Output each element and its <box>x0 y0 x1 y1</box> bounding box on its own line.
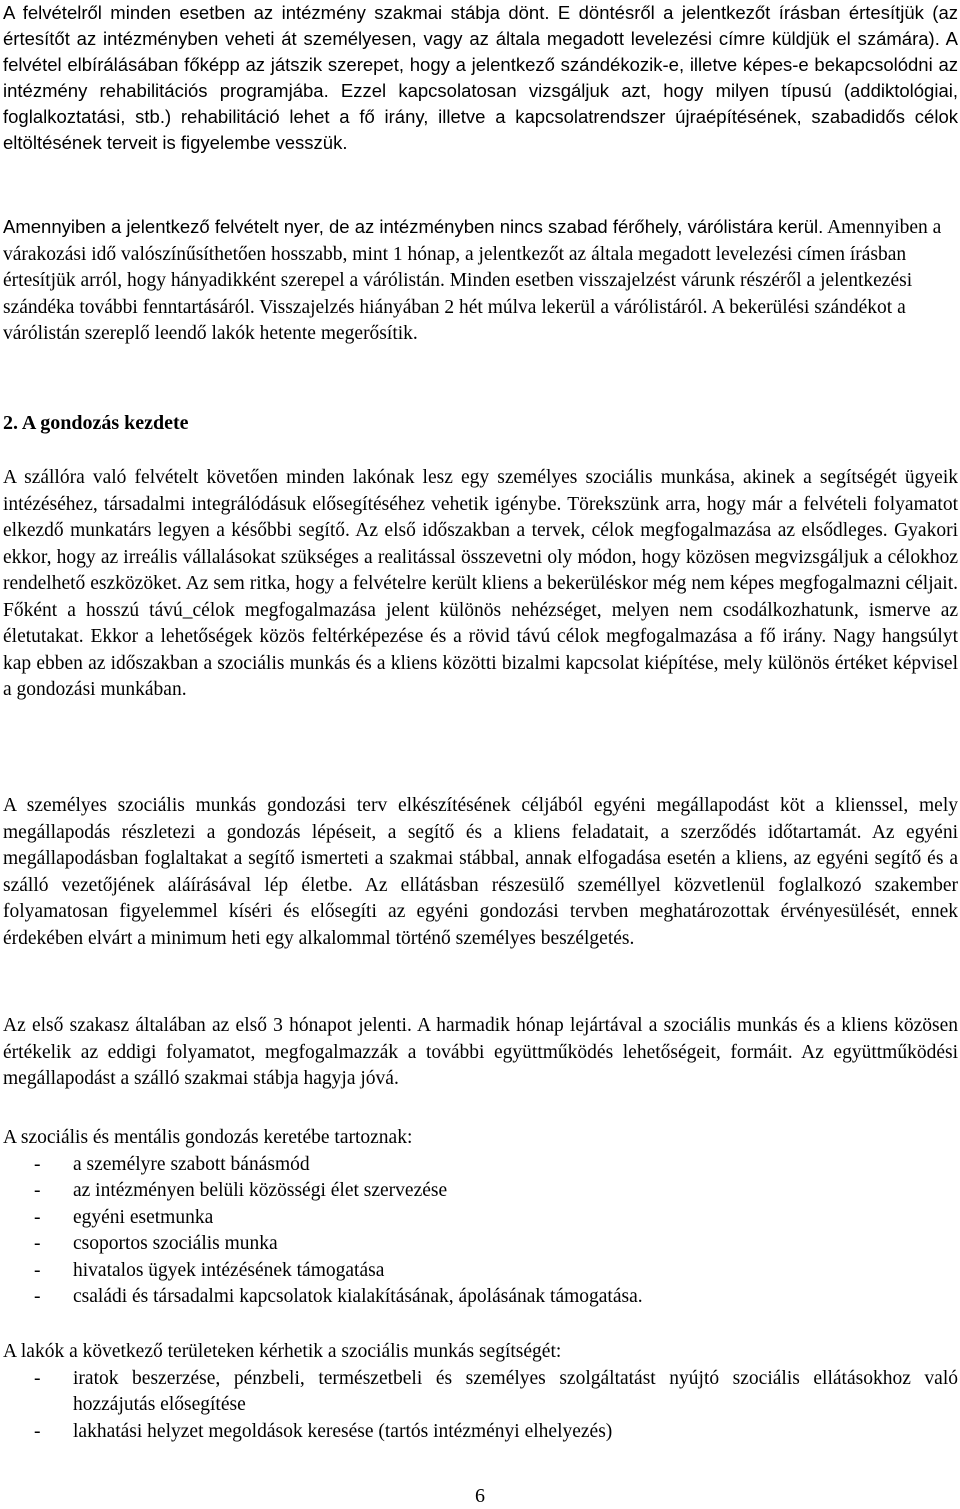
bullet-list <box>3 1152 958 1311</box>
list-intro: A szociális és mentális gondozás keretébe tartoznak: <box>3 1127 413 1148</box>
list-item: - csoportos szociális munka <box>3 1231 958 1258</box>
list-item: - egyéni esetmunka <box>3 1205 958 1232</box>
list-help-areas <box>3 1339 958 1445</box>
paragraph-text: A szállóra való felvételt követően minden lakónak lesz egy személyes szociális munkása, akinek a segítségét ügyeik intézéséhez, társadalmi integrálódásuk elősegítéséhez vehetik igénybe. Törekszünk arra, hogy már a felvételi folyamatot elkezdő munkatárs legyen a későbbi segítő. Az első időszakban a tervek, célok megfogalmazása az elsődleges. Gyakori ekkor, hogy az irreális vállalásokat szükséges a realitással összevetni oly módon, hogy közösen megvizsgáljuk a célokhoz rendelhető eszközöket. Az sem ritka, hogy a felvételre került kliens a bekerüléskor még nem képes megfogalmazni céljait. Főként a hosszú távú_célok megfogalmazása jelent különös nehézséget, melyen nem csodálkozhatunk, ismerve az életutakat. Ekkor a lehetőségek közös feltérképezése és a rövid távú célok megfogalmazása a fő irány. Nagy hangsúlyt kap ebben az időszakban a szociális munkás és a kliens közötti bizalmi kapcsolat kiépítése, mely különös értéket képvisel a gondozási munkában. <box>3 467 958 700</box>
dash-bullet: - <box>34 1233 41 1254</box>
list-item: - a személyre szabott bánásmód <box>3 1152 958 1179</box>
paragraph-text-serif: Amennyiben a várakozási idő valószínűsíthetően hosszabb, mint 1 hónap, a jelentkezőt az általa megadott levelezési címen írásban értesítjük arról, hogy hányadikként szerepel a várólistán. Minden esetben visszajelzést várunk részéről a jelentkezési szándéka további fenntartásáról. Visszajelzés hiányában 2 hét múlva lekerül a várólistáról. A bekerülési szándékot a várólistán szereplő leendő lakók hetente megerősítik. <box>3 217 942 344</box>
paragraph-first-phase <box>3 1013 958 1093</box>
list-social-care <box>3 1125 958 1311</box>
dash-bullet: - <box>34 1286 41 1307</box>
paragraph-text: A felvételről minden esetben az intézmény szakmai stábja dönt. E döntésről a jelentkezőt írásban értesítjük (az értesítőt az intézményben veheti át személyesen, vagy az általa megadott levelezési címre küldjük el számára). A felvétel elbírálásában főképp az játszik szerepet, hogy a jelentkező szándékozik-e, illetve képes-e bekapcsolódni az intézmény rehabilitációs programjába. Ezzel kapcsolatosan vizsgáljuk azt, hogy milyen típusú (addiktológiai, foglalkoztatási, stb.) rehabilitáció lehet a fő irány, illetve a kapcsolatrendszer újraépítésének, szabadidős célok eltöltésének terveit is figyelembe vesszük. <box>3 2 958 153</box>
paragraph-waiting-list <box>3 214 958 348</box>
section-heading: 2. A gondozás kezdete <box>3 412 189 434</box>
list-item: - lakhatási helyzet megoldások keresése (tartós intézményi elhelyezés) <box>3 1419 958 1446</box>
paragraph-care-plan <box>3 793 958 952</box>
page-number: 6 <box>475 1485 485 1507</box>
list-item: - iratok beszerzése, pénzbeli, természetbeli és személyes szolgáltatást nyújtó szociális ellátásokhoz való hozzájutás elősegítése <box>34 1367 958 1415</box>
paragraph-text: A személyes szociális munkás gondozási terv elkészítésének céljából egyéni megállapodást köt a klienssel, mely megállapodás részletezi a gondozás lépéseit, a segítő és a kliens feladatait, a szerződés időtartamát. Az egyéni megállapodásban foglaltakat a segítő ismerteti a szakmai stábbal, annak elfogadása esetén a kliens, az egyéni segítő és a szálló vezetőjének aláírásával lép életbe. Az ellátásban részesülő személlyel közvetlenül foglalkozó szakember folyamatosan figyelemmel kíséri és elősegíti az egyéni gondozási tervben meghatározottak érvényesülését, ennek érdekében elvárt a minimum heti egy alkalommal történő személyes beszélgetés. <box>3 795 958 949</box>
list-item: - az intézményen belüli közösségi élet szervezése <box>3 1178 958 1205</box>
paragraph-care-start <box>3 465 958 704</box>
dash-bullet: - <box>34 1153 41 1175</box>
dash-bullet: - <box>34 1367 41 1389</box>
dash-bullet: - <box>34 1259 41 1281</box>
paragraph-text: Az első szakasz általában az első 3 hónapot jelenti. A harmadik hónap lejártával a szociális munkás és a kliens közösen értékelik az eddigi folyamatot, megfogalmazzák a további együttműködés lehetőségeit, formáit. Az együttműködési megállapodást a szálló szakmai stábja hagyja jóvá. <box>3 1015 958 1089</box>
dash-bullet: - <box>34 1206 41 1228</box>
list-intro: A lakók a következő területeken kérhetik a szociális munkás segítségét: <box>3 1341 562 1362</box>
list-item: - hivatalos ügyek intézésének támogatása <box>3 1258 958 1285</box>
list-item: - családi és társadalmi kapcsolatok kialakításának, ápolásának támogatása. <box>3 1284 958 1311</box>
dash-bullet: - <box>34 1420 41 1442</box>
dash-bullet: - <box>34 1180 41 1201</box>
bullet-list <box>3 1366 958 1446</box>
paragraph-admission-decision <box>3 0 958 156</box>
paragraph-text-sans: Amennyiben a jelentkező felvételt nyer, de az intézményben nincs szabad férőhely, várólistára kerül. <box>3 216 824 237</box>
